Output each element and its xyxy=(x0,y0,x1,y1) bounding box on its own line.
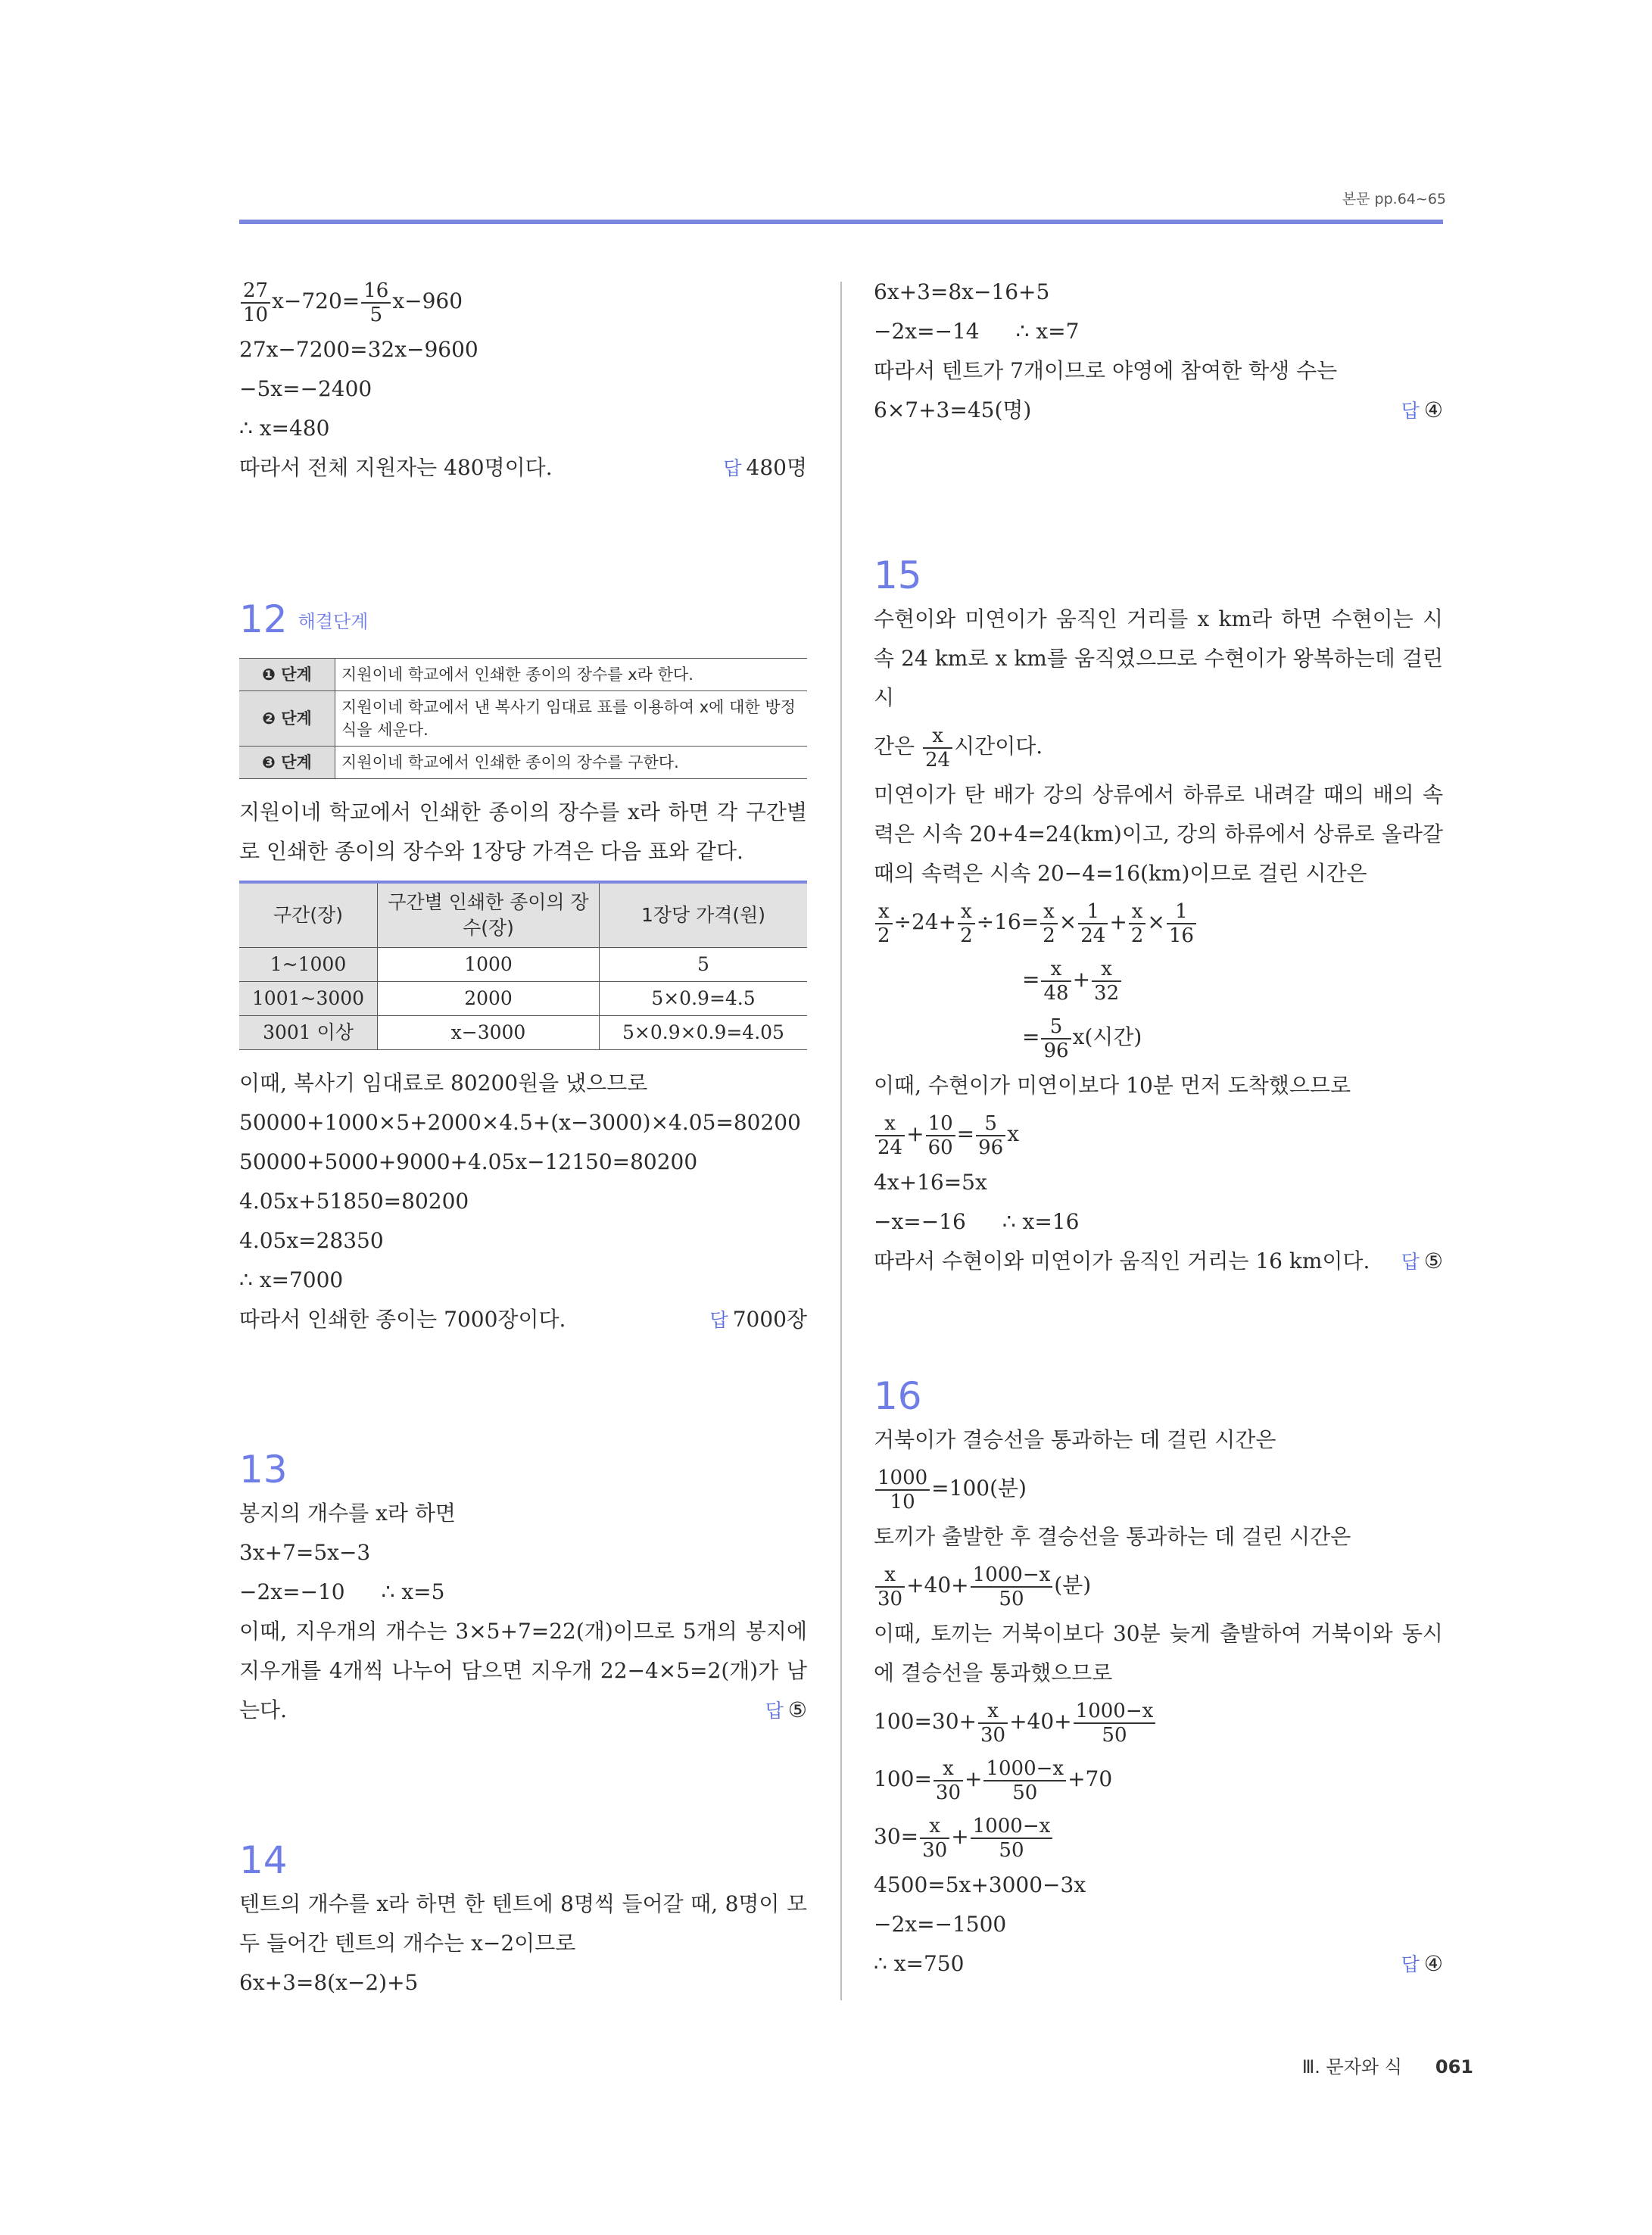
table-cell: 1001~3000 xyxy=(239,982,378,1016)
numerator: 1000−x xyxy=(983,1759,1066,1781)
equation-text: = xyxy=(1022,1024,1040,1049)
fraction xyxy=(875,1565,905,1609)
numerator: 1000 xyxy=(875,1468,930,1491)
column-header: 구간별 인쇄한 종이의 장수(장) xyxy=(378,882,600,948)
equation-text: ∴ x=5 xyxy=(381,1579,445,1604)
solution-steps-table xyxy=(239,658,807,779)
fraction xyxy=(958,899,975,947)
denominator: 2 xyxy=(1130,924,1144,947)
conclusion-line xyxy=(874,391,1443,430)
numerator: 1 xyxy=(1078,902,1108,924)
table-cell: 5×0.9×0.9=4.05 xyxy=(600,1016,808,1050)
answer-value: ⑤ xyxy=(1423,1248,1443,1273)
equation-line: 4.05x=28350 xyxy=(239,1228,384,1253)
equation-line xyxy=(874,1808,1443,1866)
equation-text: ÷24+ xyxy=(893,909,957,934)
fraction xyxy=(923,726,952,770)
equation-text: = xyxy=(956,1121,975,1146)
fraction xyxy=(1167,899,1196,947)
denominator: 96 xyxy=(978,1136,1004,1159)
equation-text: +40+ xyxy=(906,1573,969,1598)
equation-text: (분) xyxy=(1054,1573,1092,1598)
conclusion-line xyxy=(874,1944,1443,1984)
denominator: 30 xyxy=(922,1838,948,1862)
paragraph: 이때, 지우개의 개수는 3×5+7=22(개)이므로 5개의 봉지에 지우개를 4개씩 나누어 담으면 지우개 22−4×5=2(개)가 남는다. xyxy=(239,1619,807,1722)
numerator: 1 xyxy=(1167,902,1196,924)
fraction xyxy=(361,281,391,325)
equation-line: 4.05x+51850=80200 xyxy=(239,1189,469,1214)
equation-line xyxy=(874,1460,1443,1517)
equation-line xyxy=(874,1105,1443,1163)
step-label: ❶ 단계 xyxy=(239,659,335,691)
numerator: x xyxy=(875,1565,905,1588)
fraction xyxy=(983,1759,1066,1803)
equation-text: + xyxy=(1109,909,1127,934)
conclusion-text: 6×7+3=45(명) xyxy=(874,397,1032,422)
problem-number: 13 xyxy=(239,1448,288,1492)
fraction xyxy=(1074,1701,1156,1745)
paragraph-line xyxy=(874,718,1443,775)
denominator: 24 xyxy=(1080,924,1106,947)
equation-text: ∴ x=16 xyxy=(1002,1209,1080,1234)
table-cell: 5×0.9=4.5 xyxy=(600,982,808,1016)
equation-line xyxy=(874,1693,1443,1750)
equation-line xyxy=(239,1573,807,1612)
equation-line: −5x=−2400 xyxy=(239,376,372,401)
answer-label: 답 xyxy=(765,1700,784,1722)
answer-label: 답 xyxy=(709,1309,728,1331)
answer-label: 답 xyxy=(723,457,742,479)
equation-line: 4x+16=5x xyxy=(874,1170,987,1195)
numerator: 5 xyxy=(1041,1017,1071,1040)
denominator: 96 xyxy=(1043,1039,1069,1062)
equation-line xyxy=(874,893,1443,951)
price-table xyxy=(239,881,807,1050)
table-cell: 5 xyxy=(600,948,808,982)
denominator: 50 xyxy=(999,1838,1024,1862)
step-label: ❷ 단계 xyxy=(239,691,335,747)
equation-text: ∴ x=7 xyxy=(1015,319,1080,344)
numerator: x xyxy=(978,1701,1008,1724)
equation-line xyxy=(874,1750,1443,1808)
equation-text: 100= xyxy=(874,1766,932,1791)
equation-line xyxy=(874,312,1443,351)
paragraph-text: 시간이다. xyxy=(954,734,1043,759)
paragraph: 수현이와 미연이가 움직인 거리를 x km라 하면 수현이는 시속 24 km로 x km를 움직였으므로 수현이가 왕복하는데 걸린 시 xyxy=(874,606,1443,710)
denominator: 16 xyxy=(1168,924,1194,947)
equation-text: −2x=−10 xyxy=(239,1579,345,1604)
equation-text: 100=30+ xyxy=(874,1709,977,1734)
numerator: 1000−x xyxy=(971,1565,1053,1588)
equation-line: −2x=−1500 xyxy=(874,1912,1007,1937)
table-cell: 3001 이상 xyxy=(239,1016,378,1050)
header-rule xyxy=(239,220,1443,224)
equation-text: + xyxy=(951,1824,969,1849)
solution-15 xyxy=(874,551,1443,1281)
column-header: 1장당 가격(원) xyxy=(600,882,808,948)
fraction xyxy=(1092,959,1121,1003)
paragraph: 토끼가 출발한 후 결승선을 통과하는 데 걸린 시간은 xyxy=(874,1524,1351,1549)
step-text: 지원이네 학교에서 낸 복사기 임대료 표를 이용하여 x에 대한 방정식을 세운다. xyxy=(335,691,808,747)
equation-line: 3x+7=5x−3 xyxy=(239,1540,371,1565)
table-cell: x−3000 xyxy=(378,1016,600,1050)
equation-text: ÷16= xyxy=(976,909,1040,934)
table-cell: 1~1000 xyxy=(239,948,378,982)
fraction xyxy=(875,899,893,947)
equation-text: x(시간) xyxy=(1072,1024,1142,1049)
equation-text: 30= xyxy=(874,1824,919,1849)
fraction xyxy=(971,1565,1053,1609)
numerator: 1000−x xyxy=(971,1816,1053,1839)
conclusion-line xyxy=(874,1242,1443,1281)
table-header-row xyxy=(239,882,807,948)
fraction xyxy=(976,1111,1005,1159)
answer xyxy=(1401,1944,1443,1984)
equation-line: ∴ x=7000 xyxy=(239,1267,344,1292)
table-cell: 1000 xyxy=(378,948,600,982)
answer-value: 480명 xyxy=(746,455,807,480)
equation-text: x−720= xyxy=(272,288,360,313)
fraction xyxy=(241,281,270,325)
denominator: 24 xyxy=(925,748,951,771)
left-column xyxy=(239,273,807,2003)
equation-line: 50000+1000×5+2000×4.5+(x−3000)×4.05=80200 xyxy=(239,1110,801,1135)
step-text: 지원이네 학교에서 인쇄한 종이의 장수를 x라 한다. xyxy=(335,659,808,691)
numerator: 27 xyxy=(241,281,270,304)
equation-text: × xyxy=(1058,909,1077,934)
fraction xyxy=(875,1468,930,1512)
denominator: 5 xyxy=(369,303,383,326)
paragraph: 텐트의 개수를 x라 하면 한 텐트에 8명씩 들어갈 때, 8명이 모두 들어간 텐트의 개수는 x−2이므로 xyxy=(239,1891,807,1956)
fraction xyxy=(934,1759,963,1803)
equation-text: × xyxy=(1147,909,1165,934)
equation-line: 27x−7200=32x−9600 xyxy=(239,337,478,362)
answer xyxy=(710,1300,807,1340)
denominator: 30 xyxy=(980,1723,1006,1747)
equation-text: = xyxy=(1022,967,1040,992)
fraction xyxy=(1129,899,1146,947)
answer xyxy=(723,448,807,488)
denominator: 30 xyxy=(877,1587,903,1610)
conclusion-text: 따라서 수현이와 미연이가 움직인 거리는 16 km이다. xyxy=(874,1248,1370,1273)
equation-line: 50000+5000+9000+4.05x−12150=80200 xyxy=(239,1149,698,1174)
conclusion-text: ∴ x=750 xyxy=(874,1951,965,1976)
numerator: x xyxy=(1129,902,1146,924)
solution-13 xyxy=(239,1445,807,1730)
paragraph: 미연이가 탄 배가 강의 상류에서 하류로 내려갈 때의 배의 속력은 시속 20+4=24(km)이고, 강의 하류에서 상류로 올라갈 때의 속력은 시속 20−4=16(km)이므로 걸린 시간은 xyxy=(874,782,1443,886)
table-row xyxy=(239,747,807,779)
denominator: 2 xyxy=(960,924,973,947)
equation-line xyxy=(874,1557,1443,1614)
equation-text: +70 xyxy=(1068,1766,1113,1791)
answer-value: ⑤ xyxy=(787,1697,807,1722)
fraction xyxy=(1041,1017,1071,1061)
conclusion-text: 따라서 전체 지원자는 480명이다. xyxy=(239,455,553,480)
numerator: x xyxy=(934,1759,963,1781)
page-number: 061 xyxy=(1435,2056,1473,2078)
paragraph: 이때, 수현이가 미연이보다 10분 먼저 도착했으므로 xyxy=(874,1073,1351,1098)
equation-text: x xyxy=(1007,1121,1020,1146)
numerator: x xyxy=(1092,959,1121,982)
equation-line xyxy=(874,1008,1443,1066)
denominator: 50 xyxy=(1012,1781,1038,1804)
equation-line: 4500=5x+3000−3x xyxy=(874,1872,1086,1897)
equation-line xyxy=(874,1202,1443,1242)
answer-label: 답 xyxy=(1401,400,1420,422)
numerator: x xyxy=(875,902,893,924)
page-footer xyxy=(1302,2052,1473,2078)
right-column xyxy=(874,273,1443,1984)
equation-line: ∴ x=480 xyxy=(239,416,330,441)
numerator: x xyxy=(875,1114,905,1136)
answer xyxy=(1401,1242,1443,1282)
numerator: x xyxy=(923,726,952,749)
problem-number-text: 12 xyxy=(239,597,288,641)
answer-line xyxy=(239,1691,807,1730)
fraction xyxy=(1040,899,1058,947)
paragraph: 봉지의 개수를 x라 하면 xyxy=(239,1501,456,1526)
answer xyxy=(1401,391,1443,431)
paragraph: 이때, 토끼는 거북이보다 30분 늦게 출발하여 거북이와 동시에 결승선을 통과했으므로 xyxy=(874,1621,1443,1685)
equation-text: + xyxy=(906,1121,924,1146)
page-reference: 본문 pp.64~65 xyxy=(1342,191,1446,207)
fraction xyxy=(1041,959,1071,1003)
solution-11-continued xyxy=(239,273,807,488)
equation-text: +40+ xyxy=(1009,1709,1072,1734)
problem-number: 16 xyxy=(874,1374,922,1418)
solution-16 xyxy=(874,1372,1443,1984)
problem-number: 14 xyxy=(239,1838,288,1882)
numerator: 10 xyxy=(926,1114,955,1136)
denominator: 2 xyxy=(877,924,890,947)
paragraph: 거북이가 결승선을 통과하는 데 걸린 시간은 xyxy=(874,1427,1276,1452)
equation-line xyxy=(239,273,807,330)
equation-text: + xyxy=(965,1766,983,1791)
answer xyxy=(765,1691,807,1731)
paragraph: 지원이네 학교에서 인쇄한 종이의 장수를 x라 하면 각 구간별로 인쇄한 종이의 장수와 1장당 가격은 다음 표와 같다. xyxy=(239,800,807,864)
answer-value: ④ xyxy=(1423,1951,1443,1976)
answer-label: 답 xyxy=(1401,1251,1420,1273)
conclusion-line xyxy=(239,1300,807,1339)
denominator: 10 xyxy=(890,1490,915,1513)
solution-14 xyxy=(239,1836,807,2003)
problem-subtitle: 해결단계 xyxy=(298,611,369,632)
conclusion-line xyxy=(239,448,807,488)
numerator: x xyxy=(920,1816,949,1839)
chapter-title: Ⅲ. 문자와 식 xyxy=(1301,2056,1402,2078)
problem-number xyxy=(239,595,807,646)
solution-12 xyxy=(239,595,807,1339)
numerator: x xyxy=(1041,959,1071,982)
column-divider xyxy=(840,282,842,2000)
table-row xyxy=(239,691,807,747)
equation-text: x−960 xyxy=(392,288,463,313)
equation-line xyxy=(874,951,1443,1008)
denominator: 24 xyxy=(877,1136,903,1159)
denominator: 30 xyxy=(935,1781,961,1804)
answer-label: 답 xyxy=(1401,1953,1420,1975)
denominator: 10 xyxy=(243,303,269,326)
table-row xyxy=(239,948,807,982)
denominator: 60 xyxy=(927,1136,953,1159)
equation-text: =100(분) xyxy=(931,1476,1027,1501)
equation-text: −x=−16 xyxy=(874,1209,966,1234)
fraction xyxy=(926,1111,955,1159)
denominator: 50 xyxy=(1102,1723,1127,1747)
fraction xyxy=(971,1816,1053,1860)
table-row xyxy=(239,659,807,691)
equation-text: −2x=−14 xyxy=(874,319,980,344)
denominator: 32 xyxy=(1094,981,1120,1005)
column-header: 구간(장) xyxy=(239,882,378,948)
numerator: 16 xyxy=(361,281,391,304)
answer-value: ④ xyxy=(1423,397,1443,422)
table-cell: 2000 xyxy=(378,982,600,1016)
table-row xyxy=(239,982,807,1016)
equation-line: 6x+3=8x−16+5 xyxy=(874,279,1050,304)
numerator: x xyxy=(1040,902,1058,924)
paragraph-text: 간은 xyxy=(874,734,921,759)
conclusion-text: 따라서 인쇄한 종이는 7000장이다. xyxy=(239,1307,566,1332)
denominator: 48 xyxy=(1043,981,1069,1005)
fraction xyxy=(920,1816,949,1860)
paragraph: 이때, 복사기 임대료로 80200원을 냈으므로 xyxy=(239,1071,648,1096)
equation-line: 6x+3=8(x−2)+5 xyxy=(239,1970,419,1995)
table-row xyxy=(239,1016,807,1050)
numerator: 5 xyxy=(976,1114,1005,1136)
solution-14-continued xyxy=(874,273,1443,430)
numerator: 1000−x xyxy=(1074,1701,1156,1724)
denominator: 50 xyxy=(999,1587,1024,1610)
fraction xyxy=(978,1701,1008,1745)
denominator: 2 xyxy=(1043,924,1055,947)
problem-number: 15 xyxy=(874,553,922,597)
step-text: 지원이네 학교에서 인쇄한 종이의 장수를 구한다. xyxy=(335,747,808,779)
answer-value: 7000장 xyxy=(732,1307,807,1332)
numerator: x xyxy=(958,902,975,924)
step-label: ❸ 단계 xyxy=(239,747,335,779)
fraction xyxy=(875,1111,905,1159)
equation-text: + xyxy=(1072,967,1091,992)
paragraph: 따라서 텐트가 7개이므로 야영에 참여한 학생 수는 xyxy=(874,358,1338,383)
fraction xyxy=(1078,899,1108,947)
